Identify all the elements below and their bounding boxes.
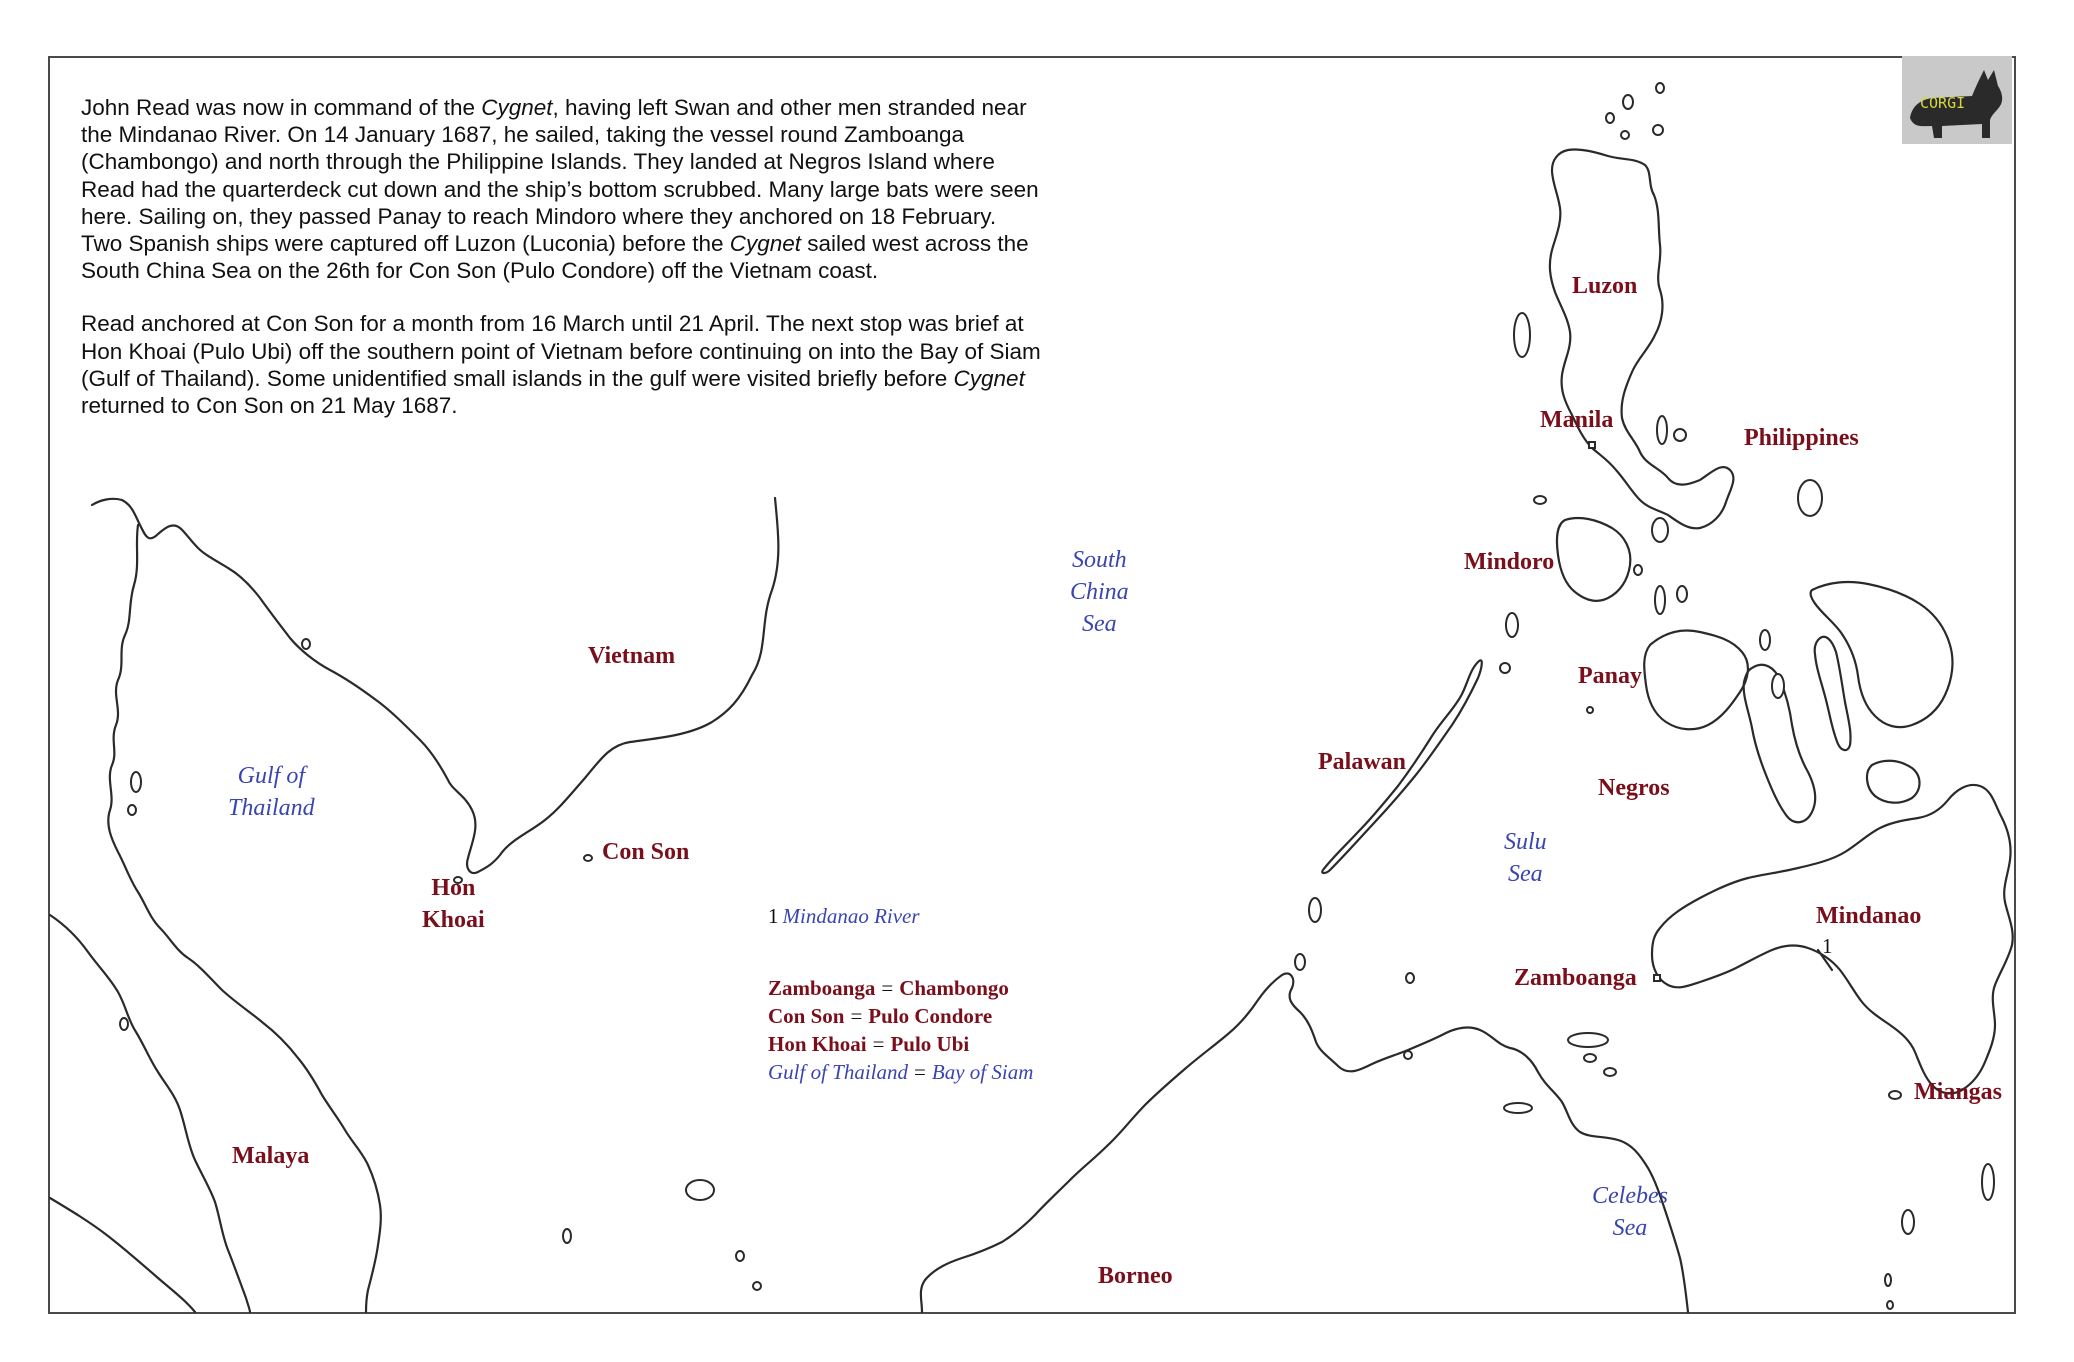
name-key-row: Hon Khoai = Pulo Ubi xyxy=(768,1032,970,1056)
label-sulu-sea: Sulu Sea xyxy=(1504,829,1547,887)
island xyxy=(1568,1033,1608,1047)
narrative-paragraph: Read anchored at Con Son for a month from 16 March until 21 April. The next stop was brief at Hon Khoai (Pulo Ubi) off the southern point of Vietnam before continuing on into the Bay of Siam (Gulf of Thailand). Some unidentified small islands in the gulf were visited briefly before Cygnet returned to Con Son on 21 May 1687. xyxy=(81,311,1041,419)
island xyxy=(302,639,310,649)
zamboanga-marker xyxy=(1654,975,1660,981)
label-zamboanga: Zamboanga xyxy=(1514,965,1637,991)
island xyxy=(1887,1301,1893,1309)
island xyxy=(120,1018,128,1030)
island xyxy=(1902,1210,1914,1234)
island xyxy=(736,1251,744,1261)
label-philippines: Philippines xyxy=(1744,425,1859,451)
label-manila: Manila xyxy=(1540,407,1614,433)
island xyxy=(1621,131,1629,139)
island xyxy=(1653,125,1663,135)
label-south-china-sea: South China Sea xyxy=(1070,547,1129,637)
island xyxy=(584,855,592,861)
island xyxy=(1514,313,1530,357)
island xyxy=(1889,1091,1901,1099)
corgi-logo xyxy=(1902,56,2012,144)
island xyxy=(1652,518,1668,542)
manila-marker xyxy=(1589,442,1595,448)
island xyxy=(686,1180,714,1200)
island xyxy=(1584,1054,1596,1062)
island xyxy=(1674,429,1686,441)
island xyxy=(1623,95,1633,109)
coastline-bohol xyxy=(1867,761,1920,803)
name-key-row: Zamboanga = Chambongo xyxy=(768,976,1009,1000)
label-celebes-sea: Celebes Sea xyxy=(1592,1183,1668,1241)
island xyxy=(1656,83,1664,93)
coastline-samar xyxy=(1811,582,1953,727)
island xyxy=(1885,1274,1891,1286)
coastline-panay xyxy=(1644,631,1748,730)
island xyxy=(1798,480,1822,516)
coastline-mindoro xyxy=(1557,518,1630,601)
mindanao-river-marker: 1 xyxy=(1822,934,1833,958)
coastline-malaya-west xyxy=(50,915,250,1312)
narrative-paragraph: John Read was now in command of the Cygnet, having left Swan and other men stranded near the Mindanao River. On 14 January 1687, he sailed, taking the vessel round Zamboanga (Chambongo) and north through the Philippine Islands. They landed at Negros Island where Read had the quarterdeck cut down and the ship’s bottom scrubbed. Many large bats were seen here. Sailing on, they passed Panay to reach Mindoro where they anchored on 18 February. Two Spanish ships were captured off Luzon (Luconia) before the Cygnet sailed west across the South China Sea on the 26th for Con Son (Pulo Condore) off the Vietnam coast. xyxy=(81,95,1039,284)
island xyxy=(1534,496,1546,504)
label-gulf-of-thailand: Gulf of Thailand xyxy=(228,763,315,821)
label-panay: Panay xyxy=(1578,663,1643,689)
island xyxy=(563,1229,571,1243)
island xyxy=(1309,898,1321,922)
label-mindanao: Mindanao xyxy=(1816,903,1922,929)
label-negros: Negros xyxy=(1598,775,1670,801)
label-luzon: Luzon xyxy=(1572,273,1638,299)
island xyxy=(1587,707,1593,713)
label-borneo: Borneo xyxy=(1098,1263,1173,1289)
island xyxy=(1404,1051,1412,1059)
label-miangas: Miangas xyxy=(1914,1079,2003,1105)
coastline-indochina xyxy=(92,498,778,873)
island xyxy=(1295,954,1305,970)
island xyxy=(1500,663,1510,673)
name-key xyxy=(768,974,1033,1086)
label-hon-khoai: Hon Khoai xyxy=(422,875,485,933)
island xyxy=(1760,630,1770,650)
island xyxy=(753,1282,761,1290)
island xyxy=(1606,113,1614,123)
island xyxy=(1406,973,1414,983)
island xyxy=(1634,565,1642,575)
coastline-sumatra xyxy=(50,1198,195,1312)
name-key-row: Gulf of Thailand = Bay of Siam xyxy=(768,1060,1034,1084)
island xyxy=(1604,1068,1616,1076)
island xyxy=(1504,1103,1532,1113)
island xyxy=(131,772,141,792)
label-con-son: Con Son xyxy=(602,839,690,865)
island xyxy=(1982,1164,1994,1200)
coastline-cebu xyxy=(1815,637,1851,750)
ship-name: Cygnet xyxy=(481,95,553,120)
island xyxy=(1655,586,1665,614)
island xyxy=(128,805,136,815)
label-mindoro: Mindoro xyxy=(1464,549,1555,575)
coastline-borneo xyxy=(921,973,1688,1312)
coastline-gulf-west xyxy=(108,525,381,1312)
label-vietnam: Vietnam xyxy=(588,643,676,669)
label-malaya: Malaya xyxy=(232,1143,310,1169)
logo-text: CORGI xyxy=(1920,94,1966,112)
island xyxy=(1772,674,1784,698)
narrative-text xyxy=(81,94,1041,445)
island xyxy=(1677,586,1687,602)
label-palawan: Palawan xyxy=(1318,749,1407,775)
island xyxy=(1506,613,1518,637)
ship-name: Cygnet xyxy=(729,231,802,257)
name-key-row: Con Son = Pulo Condore xyxy=(768,1004,993,1028)
island xyxy=(1657,416,1667,444)
ship-name: Cygnet xyxy=(953,365,1025,391)
coastline-luzon xyxy=(1550,149,1734,528)
legend-mindanao-river: 1 Mindanao River xyxy=(768,904,920,928)
